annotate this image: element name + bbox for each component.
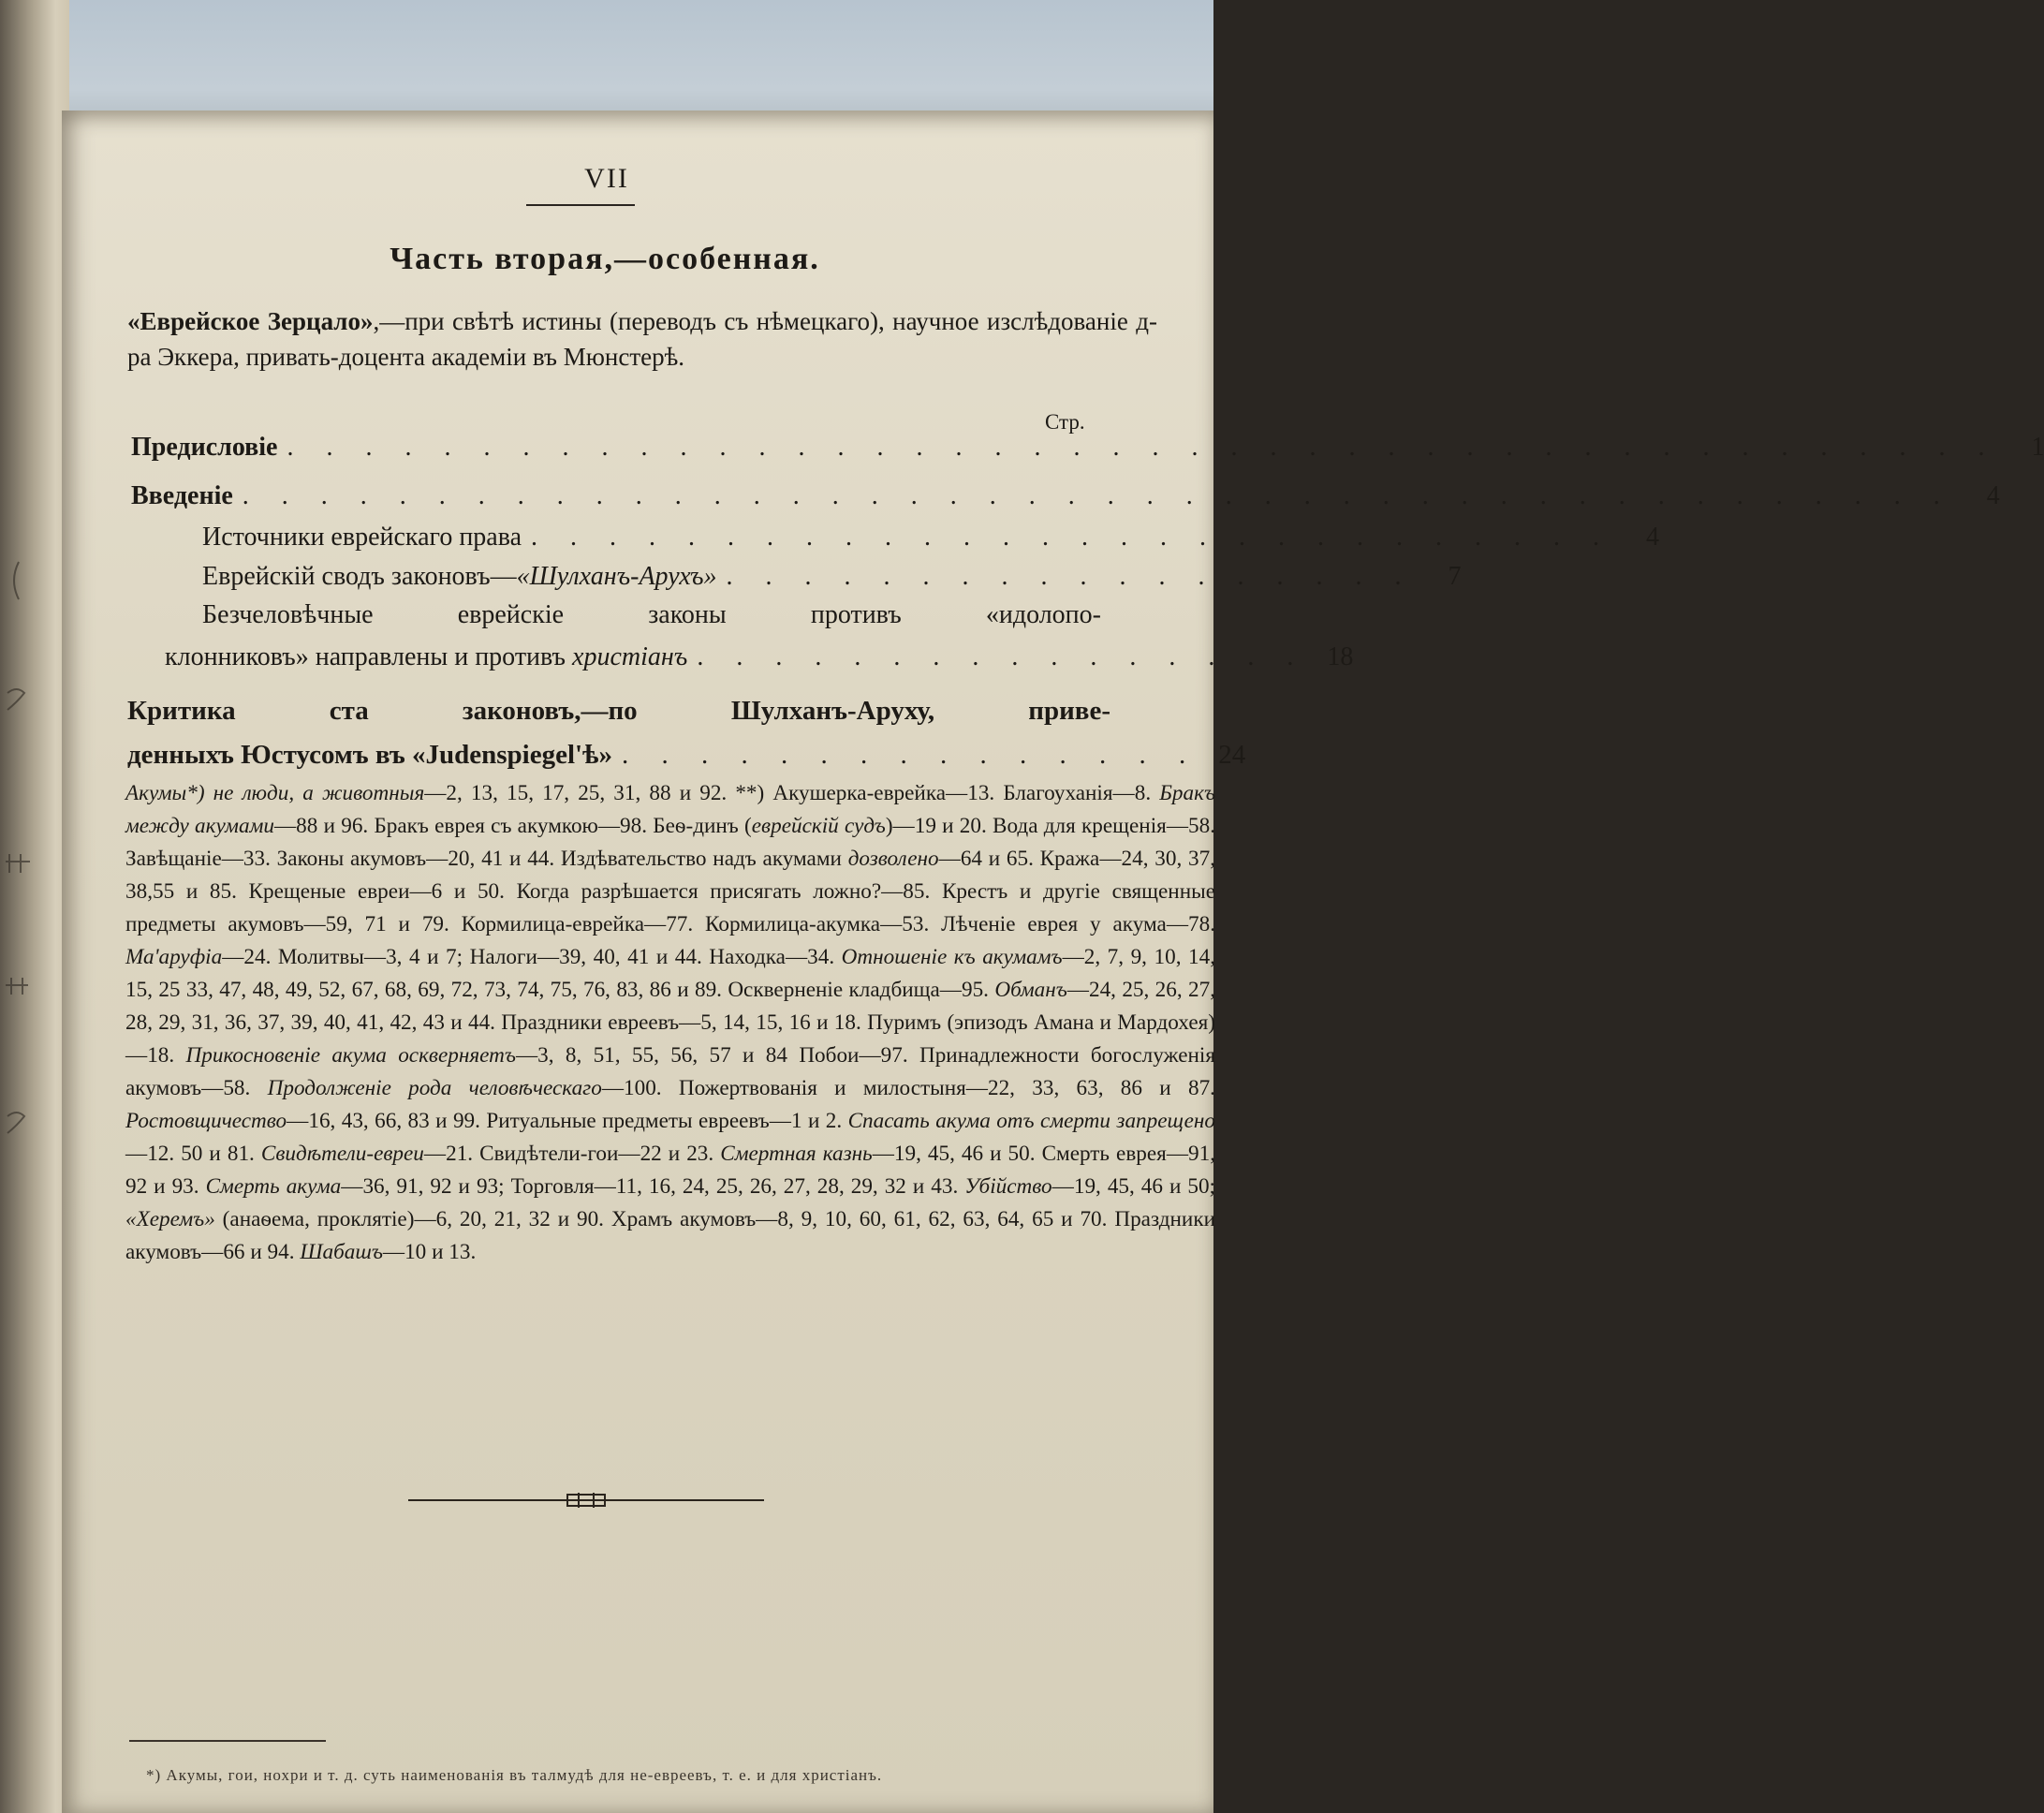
toc-entry-title-prefix: клонниковъ» направлены и противъ (165, 642, 573, 671)
index-text: —2, 13, 15, 17, 25, 31, 88 и 92. **) Акушерка-еврейка—13. Благоуханія—8. (424, 781, 1160, 805)
index-text: —2, 7, 9, 10, 14, 15, 25 33, 47, 48, 49, 52, 67, 68, 69, 72, 73, 74, 75, 76, 83, 86 и 89. Оскверненіе кладбища—95. (125, 945, 1215, 1002)
index-text: (анаѳема, проклятіе)—6, 20, 21, 32 и 90. Храмъ акумовъ—8, 9, 10, 60, 61, 62, 63, 64, 65 и 70. Праздники акумовъ—66 и 94. (125, 1207, 1215, 1264)
index-text: —10 и 13. (382, 1240, 477, 1264)
section-ornament (408, 1493, 764, 1508)
index-term-italic: Убійство (964, 1174, 1052, 1199)
index-term-italic: Отношеніе къ акумамъ (841, 945, 1063, 969)
part-title: Часть вторая,—особенная. (390, 242, 820, 276)
index-text: —3, 8, 51, 55, 56, 57 и 84 Побои—97. Принадлежности богослуженія акумовъ—58. (125, 1043, 1216, 1100)
index-text: —88 и 96. Бракъ еврея съ акумкою—98. Беѳ-динъ ( (273, 814, 752, 838)
toc-entry (202, 562, 1462, 592)
toc-entry-page: 18 (1327, 642, 1354, 671)
book-page (62, 111, 2044, 1813)
index-term-italic: Обманъ (994, 978, 1067, 1002)
index-term-italic: Спасать акума отъ смерти запрещено (847, 1109, 1215, 1133)
index-text: —24. Молитвы—3, 4 и 7; Налоги—39, 40, 41 и 44. Находка—34. (222, 945, 842, 969)
intro-text: ,—при свѣтѣ истины (переводъ съ нѣмецкаго), научное изслѣдованіе д-ра Эккера, привать-доцента академіи въ Мюнстерѣ. (127, 307, 1157, 371)
index-term-italic: дозволено (847, 847, 939, 871)
page-number: VII (584, 163, 629, 194)
index-term-italic: Свидѣтели-евреи (260, 1142, 424, 1166)
footnote-rule (129, 1740, 326, 1742)
page-column-label: Стр. (1045, 410, 1085, 434)
toc-entry (202, 523, 1660, 553)
toc-entry-page: 7 (1448, 562, 1462, 591)
leader-dots: . . . . . . . . . . . . . . . . . . . . . . . . . . . . . . . . . . . . . . . . . . . . (242, 481, 1953, 510)
footnote: *) Акумы, гои, нохри и т. д. суть наименованія въ талмудѣ для не-евреевъ, т. е. и для христіанъ. (146, 1766, 883, 1784)
index-term-italic: Прикосновеніе акума оскверняетъ (185, 1043, 516, 1068)
index-text: —36, 91, 92 и 93; Торговля—11, 16, 24, 25, 26, 27, 28, 29, 32 и 43. (341, 1174, 965, 1199)
index-text: —12. 50 и 81. (125, 1142, 261, 1166)
leader-dots: . . . . . . . . . . . . . . . . (697, 642, 1307, 671)
index-text: )—19 и 20. Вода для крещенія—58. Завѣщаніе—33. Законы акумовъ—20, 41 и 44. Издѣвательство надъ акумами (125, 814, 1215, 871)
index-term-italic: Смерть акума (205, 1174, 342, 1199)
leader-dots: . . . . . . . . . . . . . . . . . . (726, 562, 1415, 591)
facing-page-marks (0, 0, 69, 1813)
index-term-italic: Ма'аруфіа (125, 945, 223, 969)
toc-entry (131, 433, 2044, 463)
index-text: —64 и 65. Кража—24, 30, 37, 38,55 и 85. Крещеные евреи—6 и 50. Когда разрѣшается присягать ложно?—85. Крестъ и другіе священные предметы акумовъ—59, 71 и 79. Кормилица-еврейка—77. Кормилица-акумка—53. Лѣченіе еврея у акума—78. (125, 847, 1215, 936)
index-text: —24, 25, 26, 27, 28, 29, 31, 36, 37, 39, 40, 41, 42, 43 и 44. Праздники евреевъ—5, 14, 15, 16 и 18. Пуримъ (эпизодъ Амана и Мардохея)—18. (125, 978, 1215, 1068)
critique-line: Критика ста законовъ,—по Шулханъ-Аруху, приве- (127, 696, 1110, 726)
subject-index (125, 777, 1215, 1269)
index-term-italic: Бракъ между акумами (125, 781, 1215, 838)
toc-entry-title-italic: христіанъ (572, 642, 688, 671)
leader-dots: . . . . . . . . . . . . . . . (621, 740, 1199, 770)
toc-entry-page: 1 (2031, 433, 2044, 462)
index-text: —19, 45, 46 и 50; (1051, 1174, 1215, 1199)
index-text: —100. Пожертвованія и милостыня—22, 33, 63, 86 и 87. (601, 1076, 1215, 1100)
index-term-italic: «Херемъ» (125, 1207, 215, 1231)
index-term-italic: Смертная казнь (720, 1142, 873, 1166)
toc-entry-title (202, 562, 717, 592)
toc-entry-continuation (165, 642, 1354, 672)
index-text: —16, 43, 66, 83 и 99. Ритуальные предметы евреевъ—1 и 2. (287, 1109, 848, 1133)
critique-heading-continuation (127, 740, 1246, 771)
toc-entry-title: Предисловіе (131, 433, 278, 462)
intro-title: «Еврейское Зерцало» (127, 307, 374, 335)
index-term-italic: Продолженіе рода человѣческаго (267, 1076, 602, 1100)
toc-entry-title: Источники еврейскаго права (202, 523, 522, 552)
toc-entry (131, 481, 2000, 511)
page-number-rule (526, 204, 635, 206)
critique-line: денныхъ Юстусомъ въ «Judenspiegel'ѣ» (127, 740, 612, 770)
critique-page: 24 (1218, 740, 1246, 770)
toc-entry-page: 4 (1986, 481, 2000, 510)
toc-entry-title-prefix: Еврейскій сводъ законовъ— (202, 562, 517, 591)
index-text: —19, 45, 46 и 50. Смерть еврея—91, 92 и 93. (125, 1142, 1215, 1199)
toc-entry (202, 596, 1165, 635)
leader-dots: . . . . . . . . . . . . . . . . . . . . . . . . . . . . (531, 523, 1613, 552)
critique-heading (127, 691, 1165, 730)
toc-entry-title (165, 642, 687, 672)
index-term-italic: Ростовщичество (125, 1109, 287, 1133)
toc-entry-page: 4 (1646, 523, 1660, 552)
index-term-italic: Шабашъ (300, 1240, 383, 1264)
index-text: —21. Свидѣтели-гои—22 и 23. (423, 1142, 721, 1166)
index-term-italic: Акумы*) не люди, а животныя (125, 781, 425, 805)
leader-dots: . . . . . . . . . . . . . . . . . . . . . . . . . . . . . . . . . . . . . . . . . . . . (287, 433, 1998, 462)
toc-entry-title-italic: «Шулханъ-Арухъ» (516, 562, 717, 591)
intro-paragraph (127, 303, 1157, 375)
toc-entry-title: Введеніе (131, 481, 233, 510)
toc-entry-line: Безчеловѣчные еврейскіе законы противъ «идолопо- (202, 600, 1101, 629)
index-term-italic: еврейскій судъ (751, 814, 886, 838)
